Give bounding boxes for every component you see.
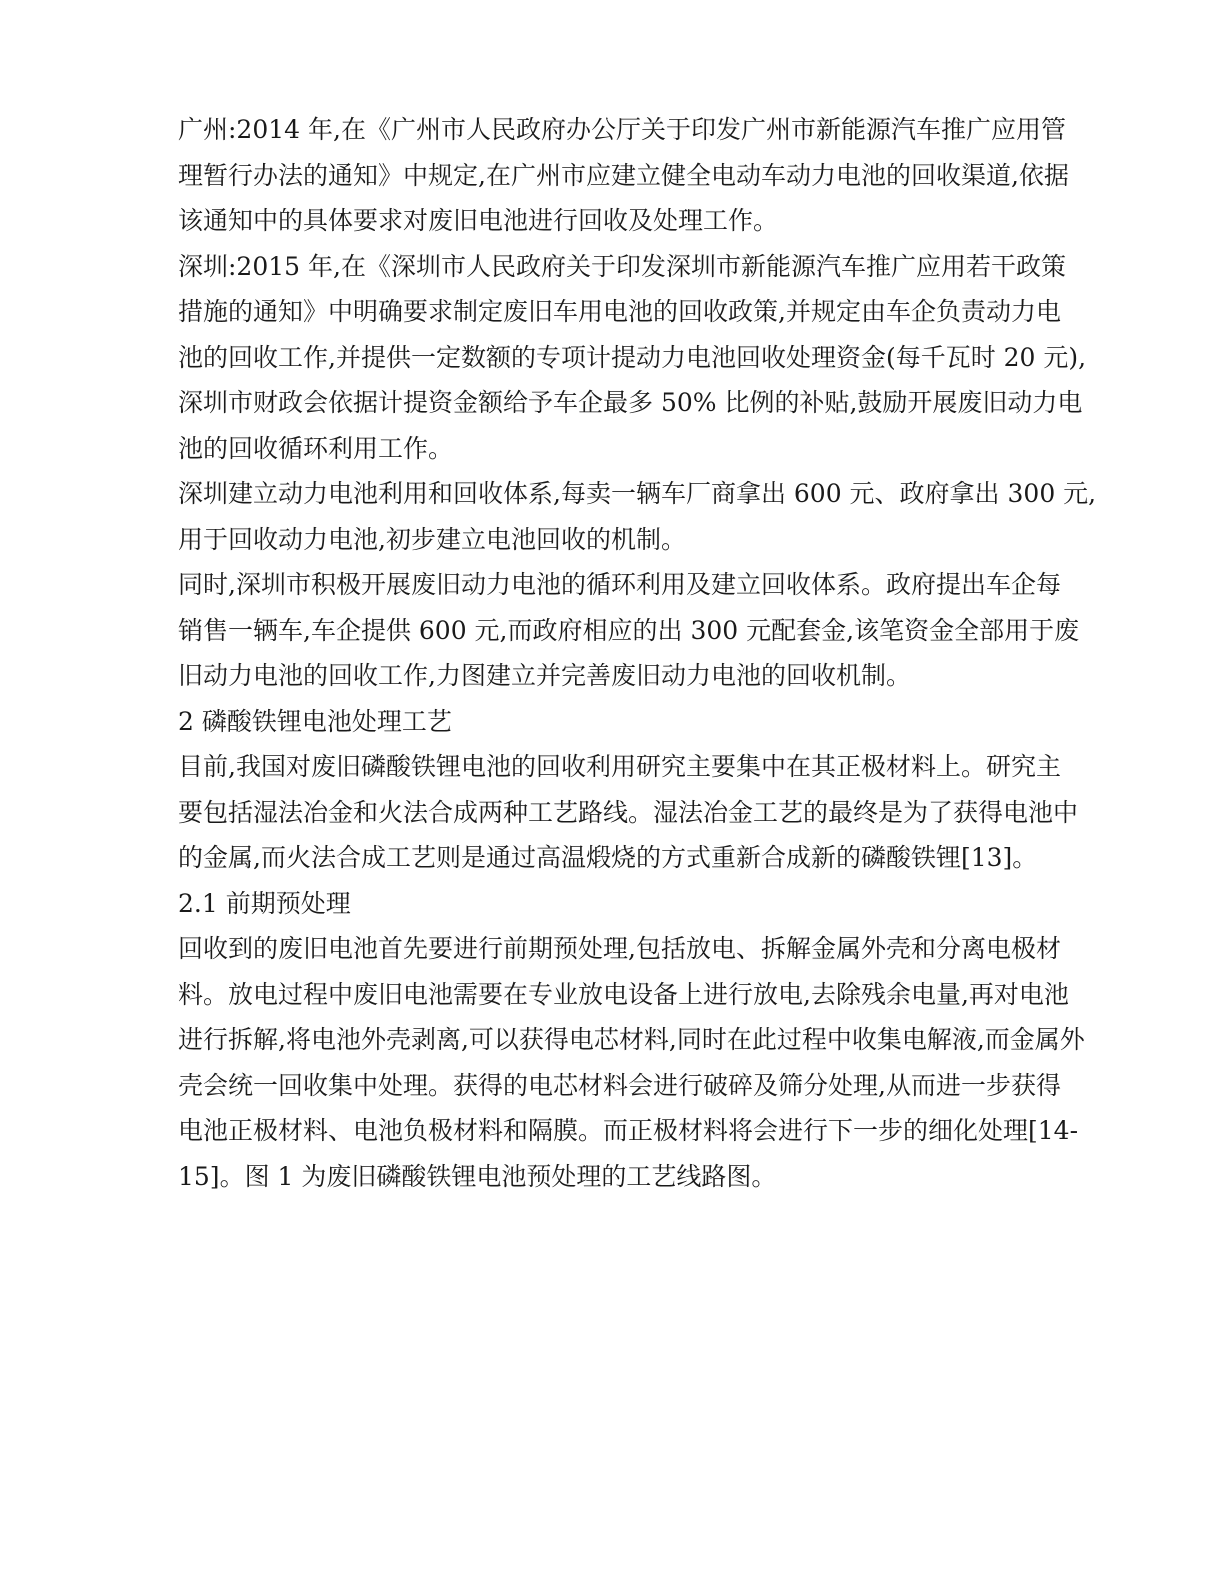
text-line: 回收到的废旧电池首先要进行前期预处理,包括放电、拆解金属外壳和分离电极材 <box>178 934 1061 963</box>
text-line: 理暂行办法的通知》中规定,在广州市应建立健全电动车动力电池的回收渠道,依据 <box>178 160 1069 190</box>
section-heading: 2 磷酸铁锂电池处理工艺 <box>178 706 452 736</box>
text-line: 深圳:2015 年,在《深圳市人民政府关于印发深圳市新能源汽车推广应用若干政策 <box>178 251 1066 281</box>
text-line: 池的回收工作,并提供一定数额的专项计提动力电池回收处理资金(每千瓦时 20 元), <box>178 342 1087 372</box>
text-line: 广州:2014 年,在《广州市人民政府办公厅关于印发广州市新能源汽车推广应用管 <box>178 115 1066 144</box>
text-line: 要包括湿法冶金和火法合成两种工艺路线。湿法冶金工艺的最终是为了获得电池中 <box>178 797 1079 827</box>
document-body <box>178 107 1097 1199</box>
text-line: 料。放电过程中废旧电池需要在专业放电设备上进行放电,去除残余电量,再对电池 <box>178 979 1069 1009</box>
text-line: 同时,深圳市积极开展废旧动力电池的循环利用及建立回收体系。政府提出车企每 <box>178 570 1061 599</box>
subsection-heading: 2.1 前期预处理 <box>178 888 351 918</box>
text-line: 目前,我国对废旧磷酸铁锂电池的回收利用研究主要集中在其正极材料上。研究主 <box>178 752 1061 781</box>
text-line: 该通知中的具体要求对废旧电池进行回收及处理工作。 <box>178 206 779 235</box>
text-line: 电池正极材料、电池负极材料和隔膜。而正极材料将会进行下一步的细化处理[14- <box>178 1116 1079 1145</box>
text-line: 旧动力电池的回收工作,力图建立并完善废旧动力电池的回收机制。 <box>178 661 911 690</box>
text-line: 深圳市财政会依据计提资金额给予车企最多 50% 比例的补贴,鼓励开展废旧动力电 <box>178 388 1083 417</box>
text-line: 措施的通知》中明确要求制定废旧车用电池的回收政策,并规定由车企负责动力电 <box>178 297 1061 326</box>
text-line: 壳会统一回收集中处理。获得的电芯材料会进行破碎及筛分处理,从而进一步获得 <box>178 1070 1061 1100</box>
text-line: 进行拆解,将电池外壳剥离,可以获得电芯材料,同时在此过程中收集电解液,而金属外 <box>178 1025 1085 1054</box>
text-line: 销售一辆车,车企提供 600 元,而政府相应的出 300 元配套金,该笔资金全部用于废 <box>178 615 1080 645</box>
text-line: 15]。图 1 为废旧磷酸铁锂电池预处理的工艺线路图。 <box>178 1161 777 1191</box>
text-line: 池的回收循环利用工作。 <box>178 433 454 463</box>
text-line: 深圳建立动力电池利用和回收体系,每卖一辆车厂商拿出 600 元、政府拿出 300 元, <box>178 479 1097 508</box>
text-line: 用于回收动力电池,初步建立电池回收的机制。 <box>178 524 686 554</box>
text-line: 的金属,而火法合成工艺则是通过高温煅烧的方式重新合成新的磷酸铁锂[13]。 <box>178 843 1038 872</box>
